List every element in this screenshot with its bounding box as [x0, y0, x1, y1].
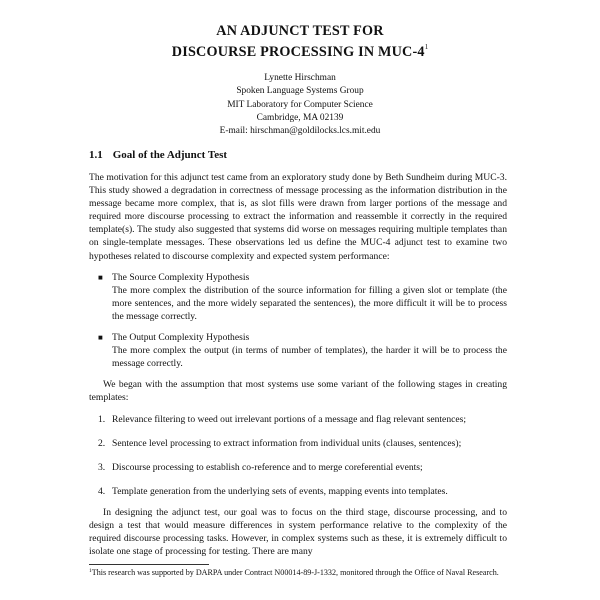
hypotheses-list	[89, 271, 507, 371]
closing-paragraph: In designing the adjunct test, our goal was to focus on the third stage, discourse processing, and to design a test that would measure differences in system performance relative to the complexity of the required discourse processing tasks. However, in complex systems such as these, it is extremely difficult to isolate one stage of processing for testing. There are many	[89, 506, 507, 558]
hypothesis-item	[89, 331, 507, 370]
title-line-1: AN ADJUNCT TEST FOR	[216, 23, 384, 39]
stage-text: Sentence level processing to extract information from individual units (clauses, sentences);	[112, 437, 462, 449]
bullet-icon: ■	[98, 333, 103, 343]
author-block	[0, 72, 600, 138]
title-line-2-text: DISCOURSE PROCESSING IN MUC-4	[171, 43, 425, 60]
footnote-mark: 1	[89, 568, 92, 574]
stage-number: 2.	[98, 437, 106, 449]
author-group: Spoken Language Systems Group	[236, 86, 364, 97]
author-name: Lynette Hirschman	[264, 73, 336, 83]
footnote-rule	[89, 564, 209, 565]
stage-item	[89, 413, 507, 426]
title-line-2	[0, 40, 600, 61]
section-heading	[89, 149, 507, 162]
hypothesis-text: The more complex the distribution of the source information for filling a given slot or template (the more sentences, and the more widely separated the sentences), the more difficult it will be to process the message correctly.	[112, 284, 507, 322]
stage-item	[89, 485, 507, 498]
hypothesis-text: The more complex the output (in terms of number of templates), the harder it will be to process the message correctly.	[112, 345, 507, 370]
stage-text: Relevance filtering to weed out irrelevant portions of a message and flag relevant sentences;	[112, 413, 467, 425]
footnote-text: This research was supported by DARPA under Contract N00014-89-J-1332, monitored through the Office of Naval Research.	[91, 568, 499, 577]
paper-title	[0, 24, 600, 60]
stage-item	[89, 461, 507, 474]
author-email: E-mail: hirschman@goldilocks.lcs.mit.edu	[219, 126, 381, 137]
stage-item	[89, 437, 507, 450]
section-number: 1.1	[89, 149, 103, 161]
stage-text: Template generation from the underlying sets of events, mapping events into templates.	[112, 485, 448, 497]
hypothesis-item	[89, 271, 507, 323]
stage-text: Discourse processing to establish co-reference and to merge coreferential events;	[112, 461, 423, 473]
stage-number: 4.	[98, 485, 106, 497]
stage-number: 1.	[98, 413, 106, 425]
author-lab: MIT Laboratory for Computer Science	[227, 99, 373, 110]
section-title: Goal of the Adjunct Test	[112, 149, 228, 161]
hypothesis-name: The Output Complexity Hypothesis	[112, 332, 250, 344]
stage-number: 3.	[98, 461, 106, 473]
author-city: Cambridge, MA 02139	[256, 112, 344, 123]
bullet-icon: ■	[98, 272, 103, 282]
footnote	[89, 566, 507, 579]
intro-paragraph: The motivation for this adjunct test came from an exploratory study done by Beth Sundheim during MUC-3. This study showed a degradation in correctness of message processing as the information distribution in the message became more complex, that is, as slot fills were drawn from larger portions of the message and required more discourse processing to extract the information and reassemble it correctly in the required template(s). The study also suggested that systems did worse on messages requiring multiple templates than on single-template messages. These observations led us define the MUC-4 adjunct test to examine two hypotheses related to discourse complexity and expected system performance:	[89, 172, 507, 262]
stages-intro-paragraph: We began with the assumption that most systems use some variant of the following stages in creating templates:	[89, 379, 507, 404]
title-footnote-mark: 1	[424, 42, 429, 51]
body-text	[89, 171, 507, 558]
hypothesis-name: The Source Complexity Hypothesis	[112, 271, 250, 283]
stages-list	[89, 413, 507, 498]
